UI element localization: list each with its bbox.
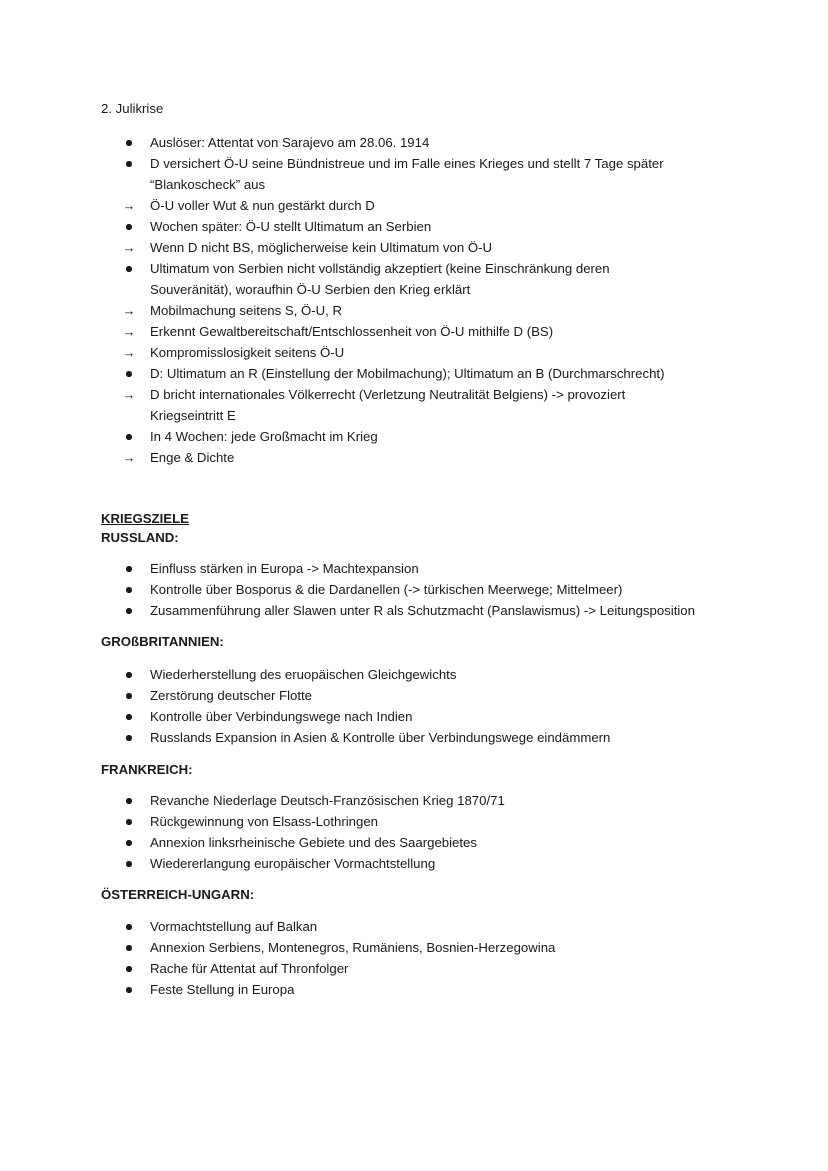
subheading-grossbritannien: GROßBRITANNIEN: [101, 634, 224, 649]
list-item: D: Ultimatum an R (Einstellung der Mobilmachung); Ultimatum an B (Durchmarschrecht) [150, 366, 665, 381]
list-item: Rückgewinnung von Elsass-Lothringen [150, 814, 378, 829]
grossbritannien-list [120, 664, 610, 748]
arrow-right-icon: → [122, 198, 136, 213]
list-item: Ultimatum von Serbien nicht vollständig akzeptiert (keine Einschränkung deren Souveränität), woraufhin Ö-U Serbien den Krieg erklärt [150, 261, 610, 297]
list-item: Auslöser: Attentat von Sarajevo am 28.06. 1914 [150, 135, 430, 150]
list-item: → Kompromisslosigkeit seitens Ö-U [120, 342, 664, 363]
list-item: Kontrolle über Bosporus & die Dardanellen (-> türkischen Meerwege; Mittelmeer) [150, 582, 623, 597]
section-title-kriegsziele: KRIEGSZIELE [101, 511, 189, 526]
arrow-right-icon: → [122, 387, 136, 402]
list-item: Annexion linksrheinische Gebiete und des Saargebietes [150, 835, 477, 850]
subheading-frankreich: FRANKREICH: [101, 762, 193, 777]
list-item: → Wenn D nicht BS, möglicherweise kein Ultimatum von Ö-U [120, 237, 664, 258]
list-item: Zerstörung deutscher Flotte [150, 688, 312, 703]
list-item: Feste Stellung in Europa [150, 982, 295, 997]
list-item: Vormachtstellung auf Balkan [150, 919, 318, 934]
russland-list [120, 558, 695, 621]
list-item: → Mobilmachung seitens S, Ö-U, R [120, 300, 664, 321]
arrow-right-icon: → [122, 345, 136, 360]
arrow-right-icon: → [122, 303, 136, 318]
list-item: D versichert Ö-U seine Bündnistreue und im Falle eines Krieges und stellt 7 Tage später “Blankoscheck” aus [150, 156, 664, 192]
arrow-right-icon: → [122, 324, 136, 339]
section-title-julikrise: 2. Julikrise [101, 101, 164, 116]
list-item: Wiederherstellung des eruopäischen Gleichgewichts [150, 667, 457, 682]
arrow-right-icon: → [122, 240, 136, 255]
list-item: Annexion Serbiens, Montenegros, Rumäniens, Bosnien-Herzegowina [150, 940, 556, 955]
list-item: Russlands Expansion in Asien & Kontrolle über Verbindungswege eindämmern [150, 730, 611, 745]
list-item: → D bricht internationales Völkerrecht (Verletzung Neutralität Belgiens) -> provoziert Kriegseintritt E [120, 384, 664, 426]
list-item: → Enge & Dichte [120, 447, 664, 468]
list-item: In 4 Wochen: jede Großmacht im Krieg [150, 429, 378, 444]
list-item: Rache für Attentat auf Thronfolger [150, 961, 349, 976]
julikrise-list [120, 132, 664, 468]
list-item: Revanche Niederlage Deutsch-Französischen Krieg 1870/71 [150, 793, 505, 808]
list-item: Wochen später: Ö-U stellt Ultimatum an Serbien [150, 219, 432, 234]
list-item: Einfluss stärken in Europa -> Machtexpansion [150, 561, 419, 576]
arrow-right-icon: → [122, 450, 136, 465]
list-item: Zusammenführung aller Slawen unter R als Schutzmacht (Panslawismus) -> Leitungsposition [150, 603, 695, 618]
subheading-oesterreich-ungarn: ÖSTERREICH-UNGARN: [101, 887, 255, 902]
list-item: → Ö-U voller Wut & nun gestärkt durch D [120, 195, 664, 216]
oesterreich-ungarn-list [120, 916, 555, 1000]
subheading-russland: RUSSLAND: [101, 530, 179, 545]
list-item: Wiedererlangung europäischer Vormachtstellung [150, 856, 436, 871]
list-item: → Erkennt Gewaltbereitschaft/Entschlossenheit von Ö-U mithilfe D (BS) [120, 321, 664, 342]
list-item: Kontrolle über Verbindungswege nach Indien [150, 709, 413, 724]
frankreich-list [120, 790, 505, 874]
